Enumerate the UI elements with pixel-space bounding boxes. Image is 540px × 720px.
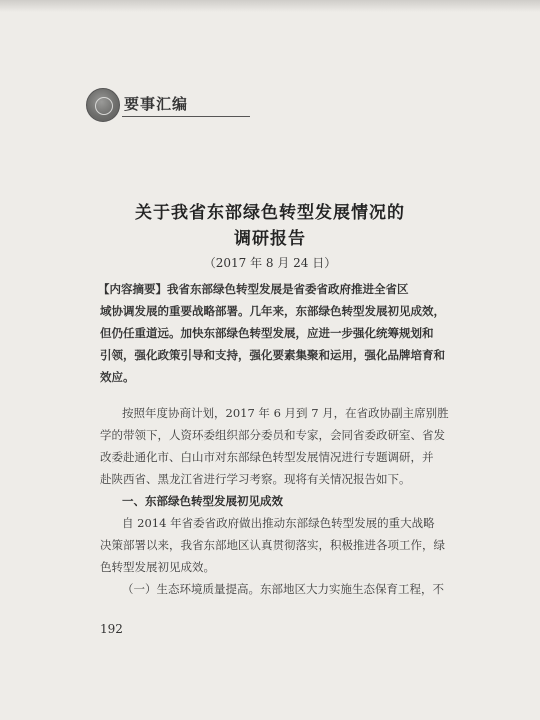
page-number: 192 bbox=[100, 622, 123, 636]
report-title-line-1: 关于我省东部绿色转型发展情况的 bbox=[135, 203, 405, 223]
abstract-line: 【内容摘要】我省东部绿色转型发展是省委省政府推进全省区 bbox=[98, 282, 409, 296]
page-top-shadow bbox=[0, 0, 540, 12]
intro-line: 按照年度协商计划，2017 年 6 月到 7 月，在省政协副主席别胜 bbox=[122, 406, 449, 420]
intro-line: 学的带领下，人资环委组织部分委员和专家，会同省委政研室、省发 bbox=[100, 428, 445, 442]
section-1-line: （一）生态环境质量提高。东部地区大力实施生态保育工程，不 bbox=[122, 582, 444, 596]
section-header-rule bbox=[122, 116, 250, 117]
abstract-line: 效应。 bbox=[100, 370, 135, 384]
section-1-heading: 一、东部绿色转型发展初见成效 bbox=[122, 494, 283, 508]
report-date: （2017 年 8 月 24 日） bbox=[203, 256, 337, 270]
section-label: 要事汇编 bbox=[124, 95, 189, 113]
section-1-line: 决策部署以来，我省东部地区认真贯彻落实，积极推进各项工作，绿 bbox=[100, 538, 445, 552]
intro-line: 改委赴通化市、白山市对东部绿色转型发展情况进行专题调研，并 bbox=[100, 450, 434, 464]
section-1-line: 自 2014 年省委省政府做出推动东部绿色转型发展的重大战略 bbox=[122, 516, 435, 530]
abstract-line: 域协调发展的重要战略部署。几年来，东部绿色转型发展初见成效， bbox=[100, 304, 445, 318]
intro-line: 赴陕西省、黑龙江省进行学习考察。现将有关情况报告如下。 bbox=[100, 472, 411, 486]
abstract-line: 引领，强化政策引导和支持，强化要素集聚和运用，强化品牌培育和 bbox=[100, 348, 445, 362]
section-header bbox=[86, 88, 250, 124]
national-emblem-icon bbox=[86, 88, 120, 122]
report-title-line-2: 调研报告 bbox=[234, 229, 306, 249]
section-1-line: 色转型发展初见成效。 bbox=[100, 560, 215, 574]
abstract-line: 但仍任重道远。加快东部绿色转型发展，应进一步强化统筹规划和 bbox=[100, 326, 434, 340]
emblem-ring bbox=[95, 97, 113, 115]
